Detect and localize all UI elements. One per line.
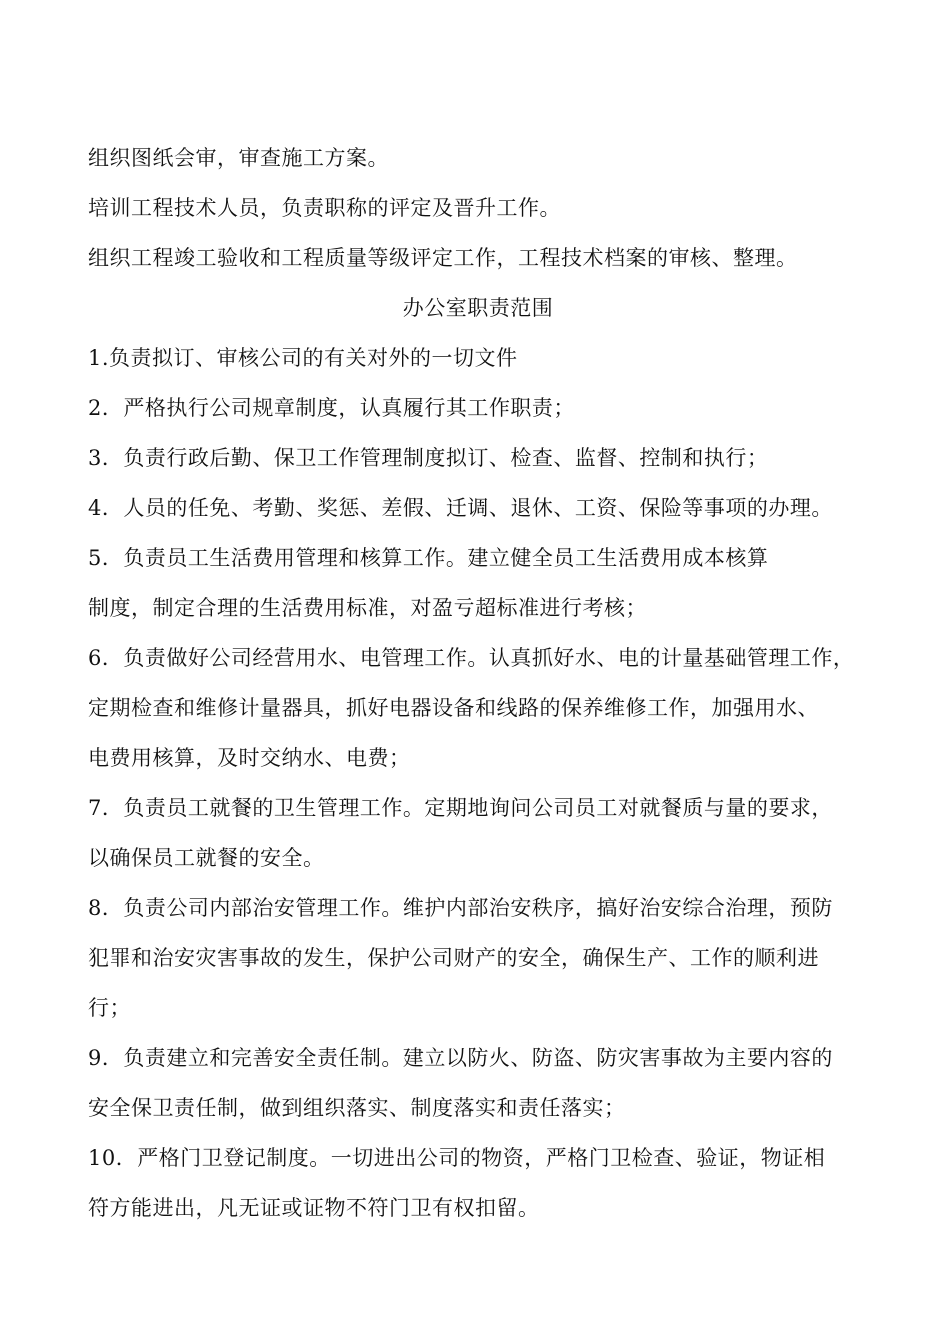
intro-line: 组织工程竣工验收和工程质量等级评定工作，工程技术档案的审核、整理。 bbox=[88, 246, 798, 270]
list-item-line: 2．严格执行公司规章制度，认真履行其工作职责； bbox=[88, 396, 575, 420]
list-item bbox=[88, 783, 888, 883]
list-item bbox=[88, 1133, 888, 1233]
list-item-line: 犯罪和治安灾害事故的发生，保护公司财产的安全，确保生产、工作的顺利进 bbox=[88, 946, 819, 970]
list-item-line: 3．负责行政后勤、保卫工作管理制度拟订、检查、监督、控制和执行； bbox=[88, 446, 769, 470]
list-item-line: 6．负责做好公司经营用水、电管理工作。认真抓好水、电的计量基础管理工作， bbox=[88, 646, 855, 670]
list-item bbox=[88, 533, 888, 633]
list-item-line: 1.负责拟订、审核公司的有关对外的一切文件 bbox=[88, 346, 518, 370]
list-item-line: 行； bbox=[88, 996, 131, 1020]
list-item-line: 10．严格门卫登记制度。一切进出公司的物资，严格门卫检查、验证，物证相 bbox=[88, 1146, 826, 1170]
section-title: 办公室职责范围 bbox=[402, 296, 554, 320]
list-item-line: 4．人员的任免、考勤、奖惩、差假、迁调、退休、工资、保险等事项的办理。 bbox=[88, 496, 833, 520]
list-item bbox=[88, 383, 888, 433]
list-item-line: 8．负责公司内部治安管理工作。维护内部治安秩序，搞好治安综合治理，预防 bbox=[88, 896, 833, 920]
list-item bbox=[88, 1033, 888, 1133]
list-item-line: 符方能进出，凡无证或证物不符门卫有权扣留。 bbox=[88, 1196, 540, 1220]
list-item-line: 7．负责员工就餐的卫生管理工作。定期地询问公司员工对就餐质与量的要求， bbox=[88, 796, 833, 820]
list-item-line: 9．负责建立和完善安全责任制。建立以防火、防盗、防灾害事故为主要内容的 bbox=[88, 1046, 833, 1070]
list-item-line: 以确保员工就餐的安全。 bbox=[88, 846, 325, 870]
list-item-line: 定期检查和维修计量器具，抓好电器设备和线路的保养维修工作，加强用水、 bbox=[88, 696, 819, 720]
list-item bbox=[88, 633, 888, 783]
list-item-line: 电费用核算，及时交纳水、电费； bbox=[88, 746, 411, 770]
intro-line: 培训工程技术人员，负责职称的评定及晋升工作。 bbox=[88, 196, 561, 220]
intro-line: 组织图纸会审，审查施工方案。 bbox=[88, 146, 389, 170]
list-item bbox=[88, 883, 888, 1033]
list-item-line: 5．负责员工生活费用管理和核算工作。建立健全员工生活费用成本核算 bbox=[88, 546, 769, 570]
document-page bbox=[88, 133, 888, 1233]
list-item bbox=[88, 433, 888, 483]
list-item-line: 制度，制定合理的生活费用标准，对盈亏超标准进行考核； bbox=[88, 596, 647, 620]
list-item bbox=[88, 483, 888, 533]
list-item bbox=[88, 333, 888, 383]
list-item-line: 安全保卫责任制，做到组织落实、制度落实和责任落实； bbox=[88, 1096, 626, 1120]
